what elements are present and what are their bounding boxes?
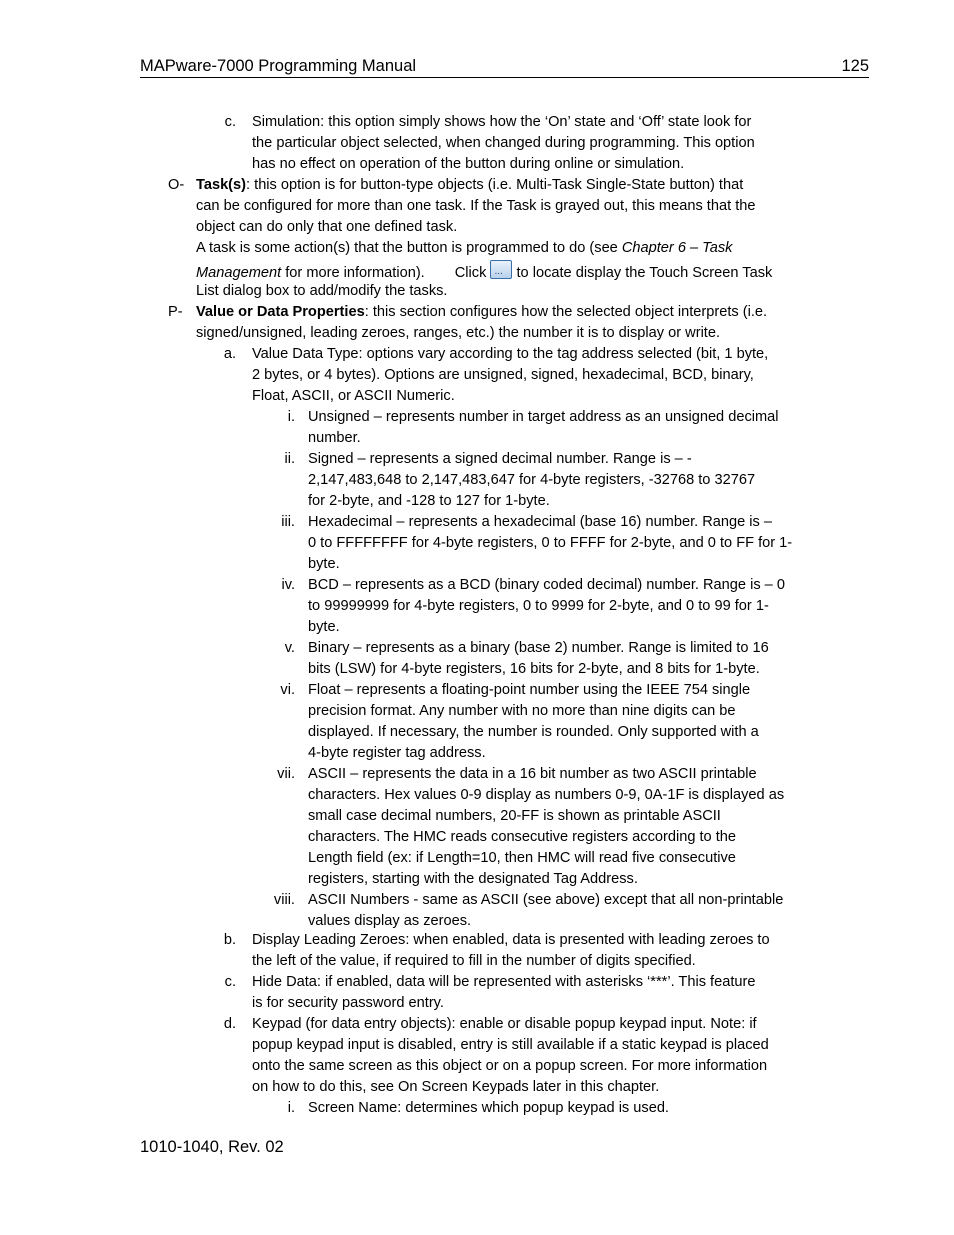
task-text-line [196, 238, 732, 259]
section-label-p: P- [168, 304, 183, 320]
roman-label: i. [287, 409, 295, 425]
data-type-description-line: characters. The HMC reads consecutive registers according to the [308, 829, 737, 845]
data-type-description-line: Signed – represents a signed decimal number. Range is – - [308, 451, 692, 467]
screen-name-line: Screen Name: determines which popup keypad is used. [308, 1100, 669, 1116]
value-data-type-line: 2 bytes, or 4 bytes). Options are unsigned, signed, hexadecimal, BCD, binary, [252, 367, 754, 383]
data-type-description-line: displayed. If necessary, the number is rounded. Only supported with a [308, 724, 759, 740]
manual-title: MAPware-7000 Programming Manual [140, 57, 417, 75]
value-text-line: signed/unsigned, leading zeroes, ranges, etc.) the number it is to display or write. [196, 325, 721, 341]
simulation-text-line: has no effect on operation of the button during online or simulation. [252, 156, 685, 172]
option-description-line: onto the same screen as this object or on a popup screen. For more information [252, 1058, 768, 1074]
task-text: A task is some action(s) that the button is programmed to do (see [196, 240, 622, 256]
option-description-line: is for security password entry. [252, 995, 444, 1011]
roman-label: iv. [281, 577, 295, 593]
ellipsis-button-icon: ... [490, 260, 512, 279]
data-type-description-line: ASCII Numbers - same as ASCII (see above) except that all non-printable [308, 892, 784, 908]
simulation-text-line: the particular object selected, when changed during programming. This option [252, 135, 755, 151]
option-description-line: Display Leading Zeroes: when enabled, data is presented with leading zeroes to [252, 932, 770, 948]
task-text: : this option is for button-type objects (i.e. Multi-Task Single-State button) that [246, 177, 744, 193]
section-label-o: O- [168, 177, 185, 193]
value-heading: Value or Data Properties [196, 304, 365, 320]
option-description-line: on how to do this, see On Screen Keypads later in this chapter. [252, 1079, 660, 1095]
roman-label: viii. [273, 892, 295, 908]
data-type-description-line: values display as zeroes. [308, 913, 472, 929]
value-heading-line [196, 302, 767, 323]
value-data-type-line: Value Data Type: options vary according to the tag address selected (bit, 1 byte, [252, 346, 769, 362]
task-text-line: object can do only that one defined task. [196, 219, 458, 235]
item-label: c. [224, 974, 236, 990]
data-type-description-line: registers, starting with the designated Tag Address. [308, 871, 638, 887]
chapter-reference: Chapter 6 – Task [621, 240, 733, 256]
roman-label: vi. [280, 682, 295, 698]
task-heading-line [196, 175, 743, 196]
data-type-description-line: byte. [308, 556, 340, 572]
option-description-line: popup keypad input is disabled, entry is still available if a static keypad is placed [252, 1037, 769, 1053]
document-id: 1010-1040, Rev. 02 [140, 1138, 284, 1156]
data-type-description-line: byte. [308, 619, 340, 635]
task-heading: Task(s) [196, 177, 247, 193]
data-type-description-line: characters. Hex values 0-9 display as numbers 0-9, 0A-1F is displayed as [308, 787, 785, 803]
data-type-description-line: to 99999999 for 4-byte registers, 0 to 9999 for 2-byte, and 0 to 99 for 1- [308, 598, 769, 614]
click-text: Click [454, 265, 487, 281]
value-data-type-line: Float, ASCII, or ASCII Numeric. [252, 388, 455, 404]
data-type-description-line: 2,147,483,648 to 2,147,483,647 for 4-byte registers, -32768 to 32767 [308, 472, 756, 488]
task-text: for more information). [281, 265, 425, 281]
data-type-description-line: Length field (ex: if Length=10, then HMC will read five consecutive [308, 850, 736, 866]
task-text-line: can be configured for more than one task. If the Task is grayed out, this means that the [196, 198, 756, 214]
roman-label: ii. [284, 451, 295, 467]
data-type-description-line: bits (LSW) for 4-byte registers, 16 bits for 2-byte, and 8 bits for 1-byte. [308, 661, 760, 677]
chapter-reference: Management [196, 265, 282, 281]
page-number: 125 [841, 57, 869, 75]
option-description-line: Keypad (for data entry objects): enable or disable popup keypad input. Note: if [252, 1016, 757, 1032]
data-type-description-line: small case decimal numbers, 20-FF is shown as printable ASCII [308, 808, 721, 824]
data-type-description-line: Float – represents a floating-point number using the IEEE 754 single [308, 682, 751, 698]
roman-label: i. [287, 1100, 295, 1116]
task-text-line: List dialog box to add/modify the tasks. [196, 283, 448, 299]
roman-label: v. [284, 640, 295, 656]
roman-label: vii. [277, 766, 295, 782]
data-type-description-line: ASCII – represents the data in a 16 bit number as two ASCII printable [308, 766, 757, 782]
data-type-description-line: precision format. Any number with no more than nine digits can be [308, 703, 736, 719]
simulation-text-line: Simulation: this option simply shows how the ‘On’ state and ‘Off’ state look for [252, 114, 752, 130]
page-header [140, 57, 869, 78]
item-label-a: a. [223, 346, 236, 362]
data-type-description-line: for 2-byte, and -128 to 127 for 1-byte. [308, 493, 550, 509]
item-label: d. [223, 1016, 236, 1032]
data-type-description-line: 4-byte register tag address. [308, 745, 486, 761]
data-type-description-line: BCD – represents as a BCD (binary coded decimal) number. Range is – 0 [308, 577, 785, 593]
option-description-line: Hide Data: if enabled, data will be represented with asterisks ‘***’. This feature [252, 974, 756, 990]
value-text: : this section configures how the selected object interprets (i.e. [364, 304, 768, 320]
data-type-description-line: Binary – represents as a binary (base 2) number. Range is limited to 16 [308, 640, 769, 656]
data-type-description-line: number. [308, 430, 361, 446]
item-label: b. [223, 932, 236, 948]
option-description-line: the left of the value, if required to fill in the number of digits specified. [252, 953, 696, 969]
data-type-description-line: 0 to FFFFFFFF for 4-byte registers, 0 to FFFF for 2-byte, and 0 to FF for 1- [308, 535, 793, 551]
roman-label: iii. [281, 514, 295, 530]
data-type-description-line: Hexadecimal – represents a hexadecimal (base 16) number. Range is – [308, 514, 773, 530]
item-label-c: c. [224, 114, 236, 130]
data-type-description-line: Unsigned – represents number in target address as an unsigned decimal [308, 409, 779, 425]
task-text: to locate display the Touch Screen Task [516, 265, 773, 281]
